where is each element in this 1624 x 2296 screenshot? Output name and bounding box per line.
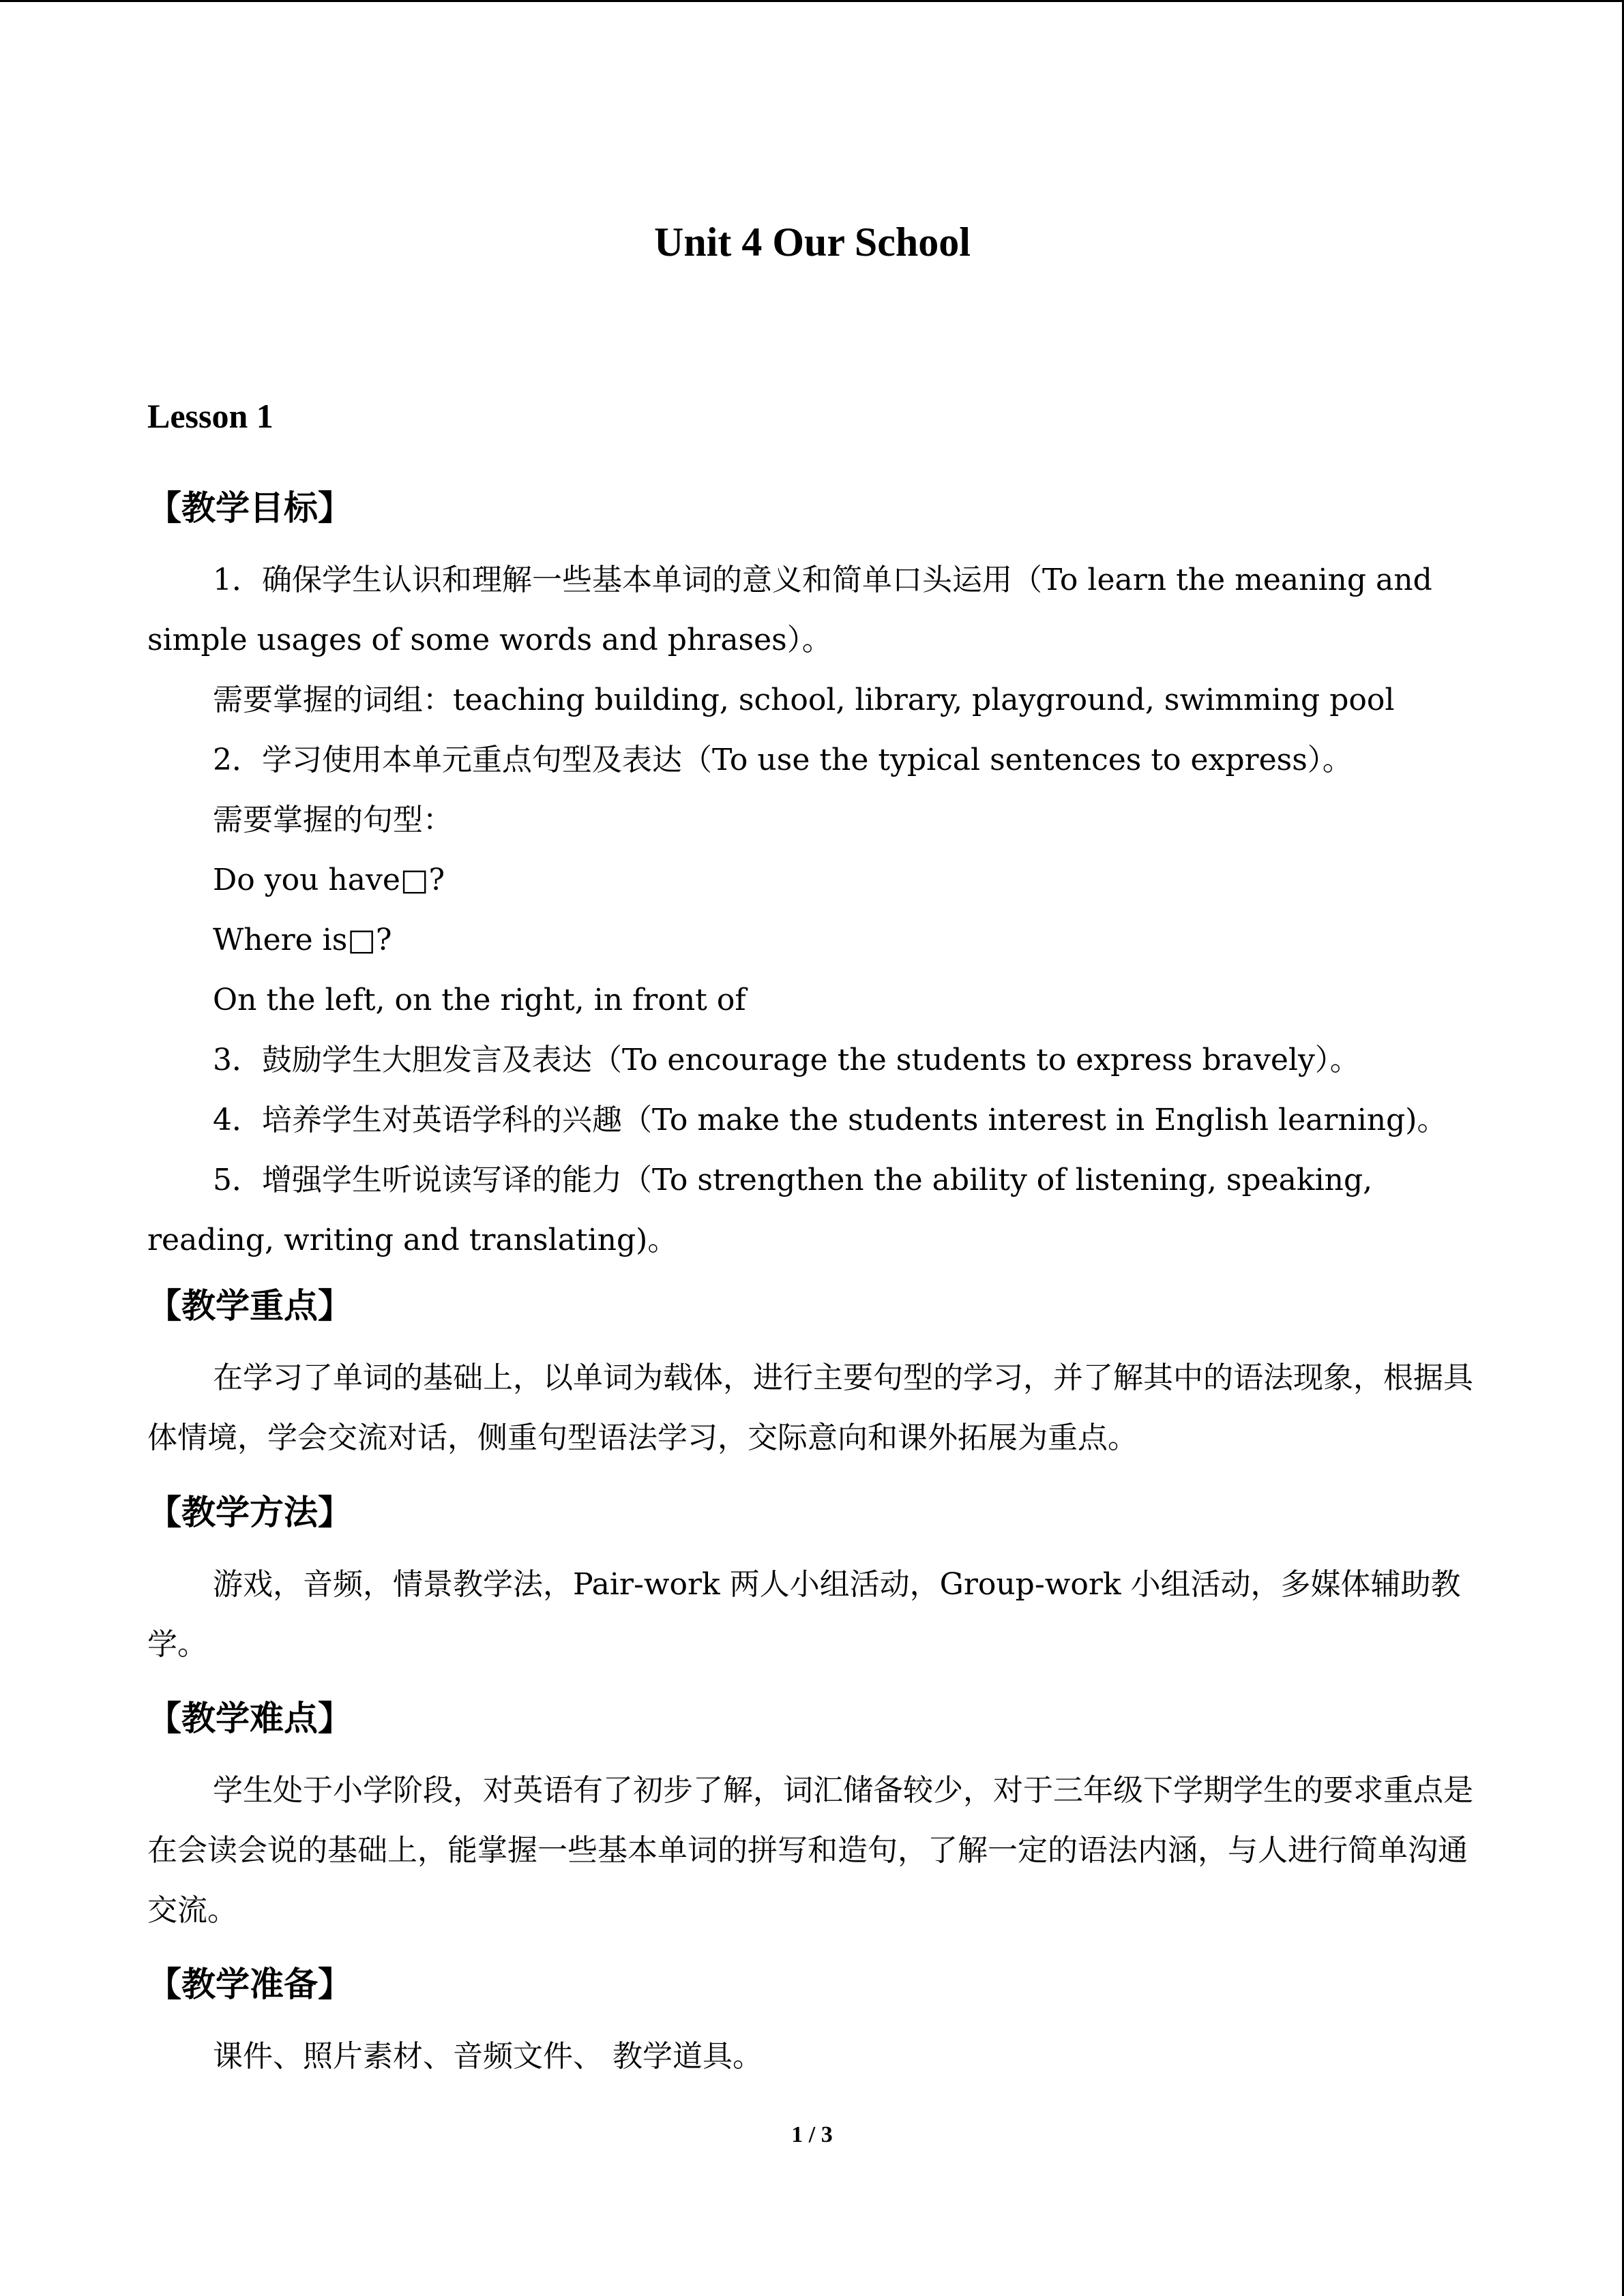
top-border xyxy=(0,0,1624,2)
preparation-text: 课件、照片素材、音频文件、 教学道具。 xyxy=(213,2039,763,2074)
pattern-do-you-have: Do you have□? xyxy=(213,863,445,897)
page-number: 1 / 3 xyxy=(791,2122,833,2147)
document-title: Unit 4 Our School xyxy=(654,220,971,265)
objective-2: 2．学习使用本单元重点句型及表达（To use the typical sentences to express）。 xyxy=(213,743,1353,777)
objectives-heading: 【教学目标】 xyxy=(147,488,352,528)
key-points-text: 在学习了单词的基础上，以单词为载体，进行主要句型的学习，并了解其中的语法现象，根据具体情境，学会交流对话，侧重句型语法学习，交际意向和课外拓展为重点。 xyxy=(147,1360,1473,1455)
phrases-line: 需要掌握的词组：teaching building, school, library, playground, swimming pool xyxy=(213,683,1395,717)
key-points-heading: 【教学重点】 xyxy=(147,1286,352,1326)
objective-1: 1．确保学生认识和理解一些基本单词的意义和简单口头运用（To learn the meaning and simple usages of some words and phrases）。 xyxy=(147,563,1432,657)
pattern-directions: On the left, on the right, in front of xyxy=(213,983,746,1017)
key-points-section xyxy=(147,1272,1477,1468)
lesson-heading: Lesson 1 xyxy=(147,397,274,435)
preparation-section xyxy=(147,1950,1477,2087)
objective-5: 5．增强学生听说读写译的能力（To strengthen the ability of listening, speaking, reading, writing and translating)。 xyxy=(147,1163,1373,1257)
objective-3: 3．鼓励学生大胆发言及表达（To encourage the students to express bravely）。 xyxy=(213,1043,1360,1077)
methods-text: 游戏，音频，情景教学法，Pair-work 两人小组活动，Group-work 小组活动，多媒体辅助教学。 xyxy=(147,1567,1461,1662)
methods-section xyxy=(147,1478,1477,1675)
methods-heading: 【教学方法】 xyxy=(147,1493,352,1532)
difficulties-section xyxy=(147,1684,1477,1941)
objective-4: 4．培养学生对英语学科的兴趣（To make the students interest in English learning)。 xyxy=(213,1103,1447,1137)
preparation-heading: 【教学准备】 xyxy=(147,1965,352,2004)
sentence-pattern-label: 需要掌握的句型： xyxy=(213,803,453,837)
pattern-where-is: Where is□? xyxy=(213,923,392,957)
page-content xyxy=(147,205,1477,2074)
difficulties-text: 学生处于小学阶段，对英语有了初步了解，词汇储备较少，对于三年级下学期学生的要求重点是在会读会说的基础上，能掌握一些基本单词的拼写和造句，了解一定的语法内涵，与人进行简单沟通交流。 xyxy=(147,1773,1473,1928)
objectives-section xyxy=(147,474,1477,1270)
difficulties-heading: 【教学难点】 xyxy=(147,1699,352,1738)
